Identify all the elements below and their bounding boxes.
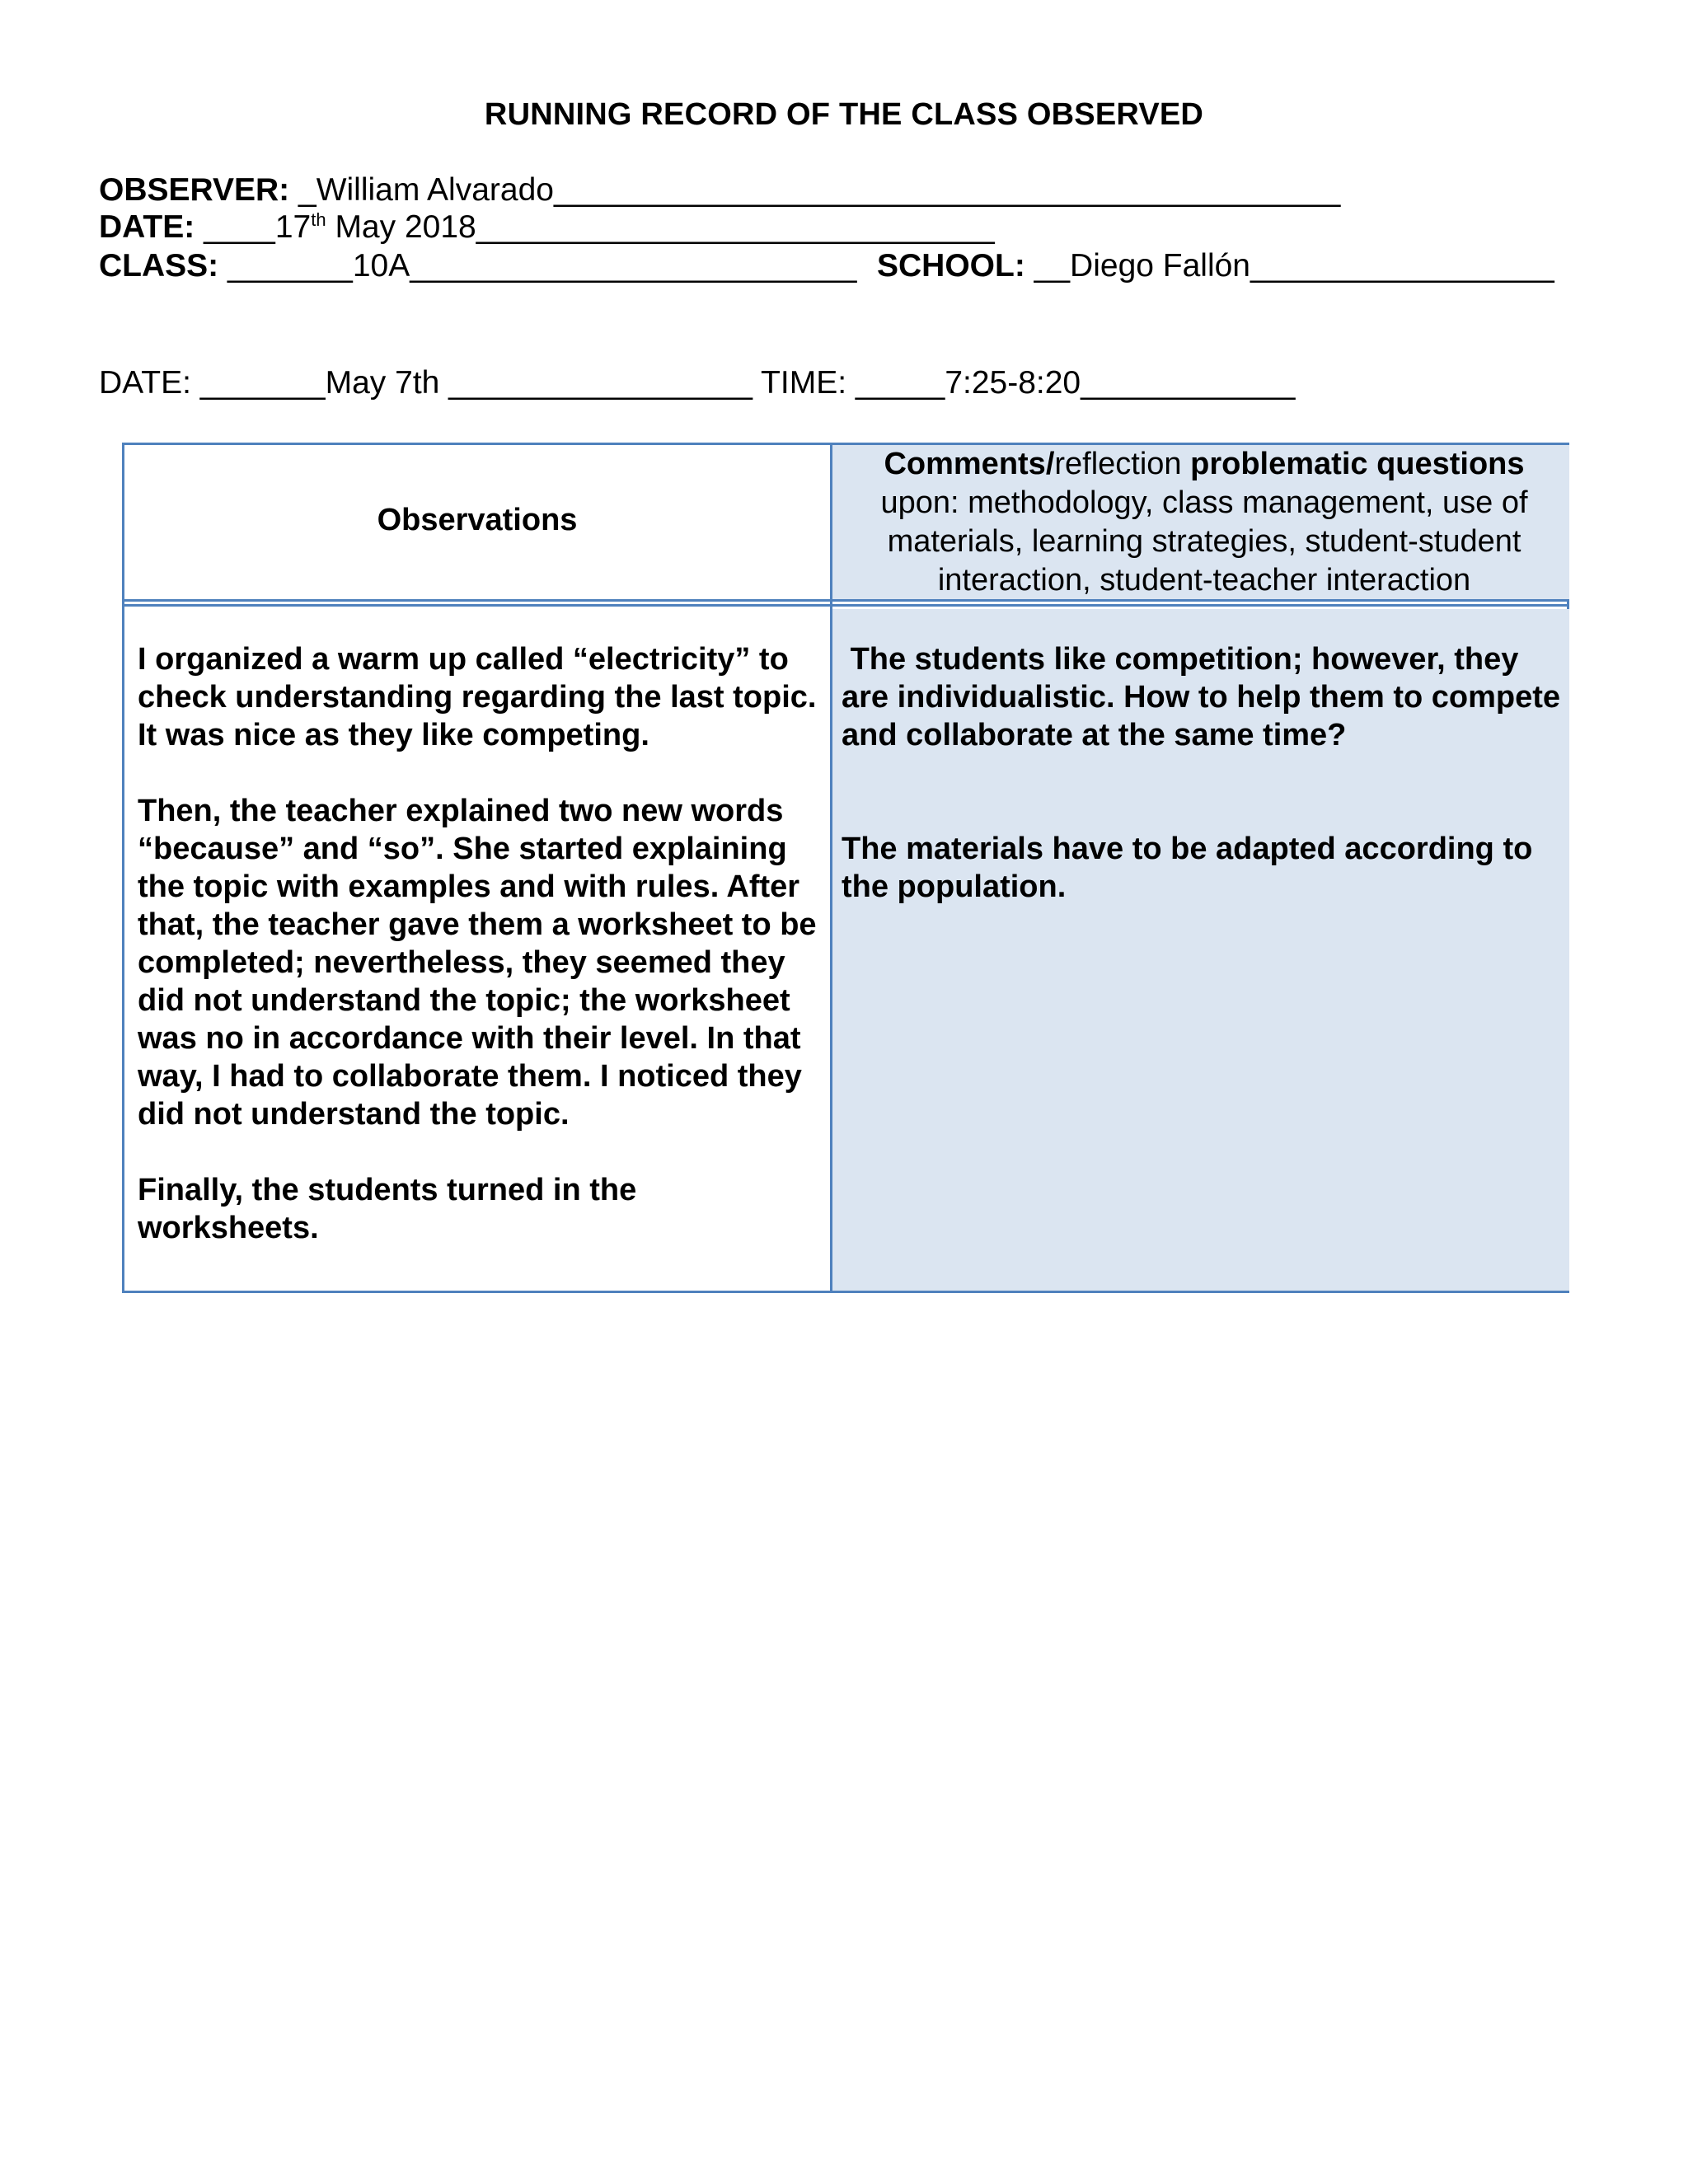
observation-paragraph: Then, the teacher explained two new words “because” and “so”. She started explaining the topic with examples and with rules. After that, the teacher gave them a worksheet to be completed; nevertheless, they seemed they did not understand the topic; the worksheet was no in accordance with their level. In that way, I had to collaborate them. I noticed they did not understand the topic. [138,794,817,1132]
observation-paragraph: Finally, the students turned in the worksheets. [138,1173,637,1245]
observer-value: _William Alvarado____________________________________________ [289,172,1341,208]
class-line [99,247,856,285]
table-header-divider [124,602,1567,607]
observation-paragraph: I organized a warm up called “electricity” to check understanding regarding the last topic. It was nice as they like competing. [138,642,817,752]
comment-paragraph: The students like competition; however, they are individualistic. How to help them to compete and collaborate at the same time? [842,642,1569,752]
column-divider [830,445,832,1291]
observation-table [122,443,1569,1293]
comments-header-bold-2: problematic questions [1190,447,1525,481]
class-value: _______10A_________________________ [218,248,857,284]
comment-paragraph: The materials have to be adapted according to the population. [842,832,1533,904]
school-label: SCHOOL: [877,248,1025,284]
document-title: RUNNING RECORD OF THE CLASS OBSERVED [484,97,1204,132]
date-label: DATE: [99,209,195,245]
school-line [877,247,1554,285]
comments-header-bold-1: Comments/ [884,447,1055,481]
observations-cell [138,640,822,1247]
observer-label: OBSERVER: [99,172,290,208]
observations-header: Observations [377,503,578,537]
class-label: CLASS: [99,248,219,284]
school-value: __Diego Fallón_________________ [1025,248,1554,284]
date-line [99,209,995,246]
session-date-time-line: DATE: _______May 7th _________________ TIME: _____7:25-8:20____________ [99,365,1296,401]
comments-header [842,445,1567,600]
date-superscript: th [311,209,326,230]
observer-line [99,171,1340,209]
comments-cell [842,640,1567,906]
date-suffix: May 2018_____________________________ [326,209,995,245]
comments-header-plain-1: reflection [1054,447,1191,481]
comments-header-rest: upon: methodology, class management, use of materials, learning strategies, student-student interaction, student-teacher interaction [880,485,1528,598]
date-prefix: ____17 [195,209,312,245]
